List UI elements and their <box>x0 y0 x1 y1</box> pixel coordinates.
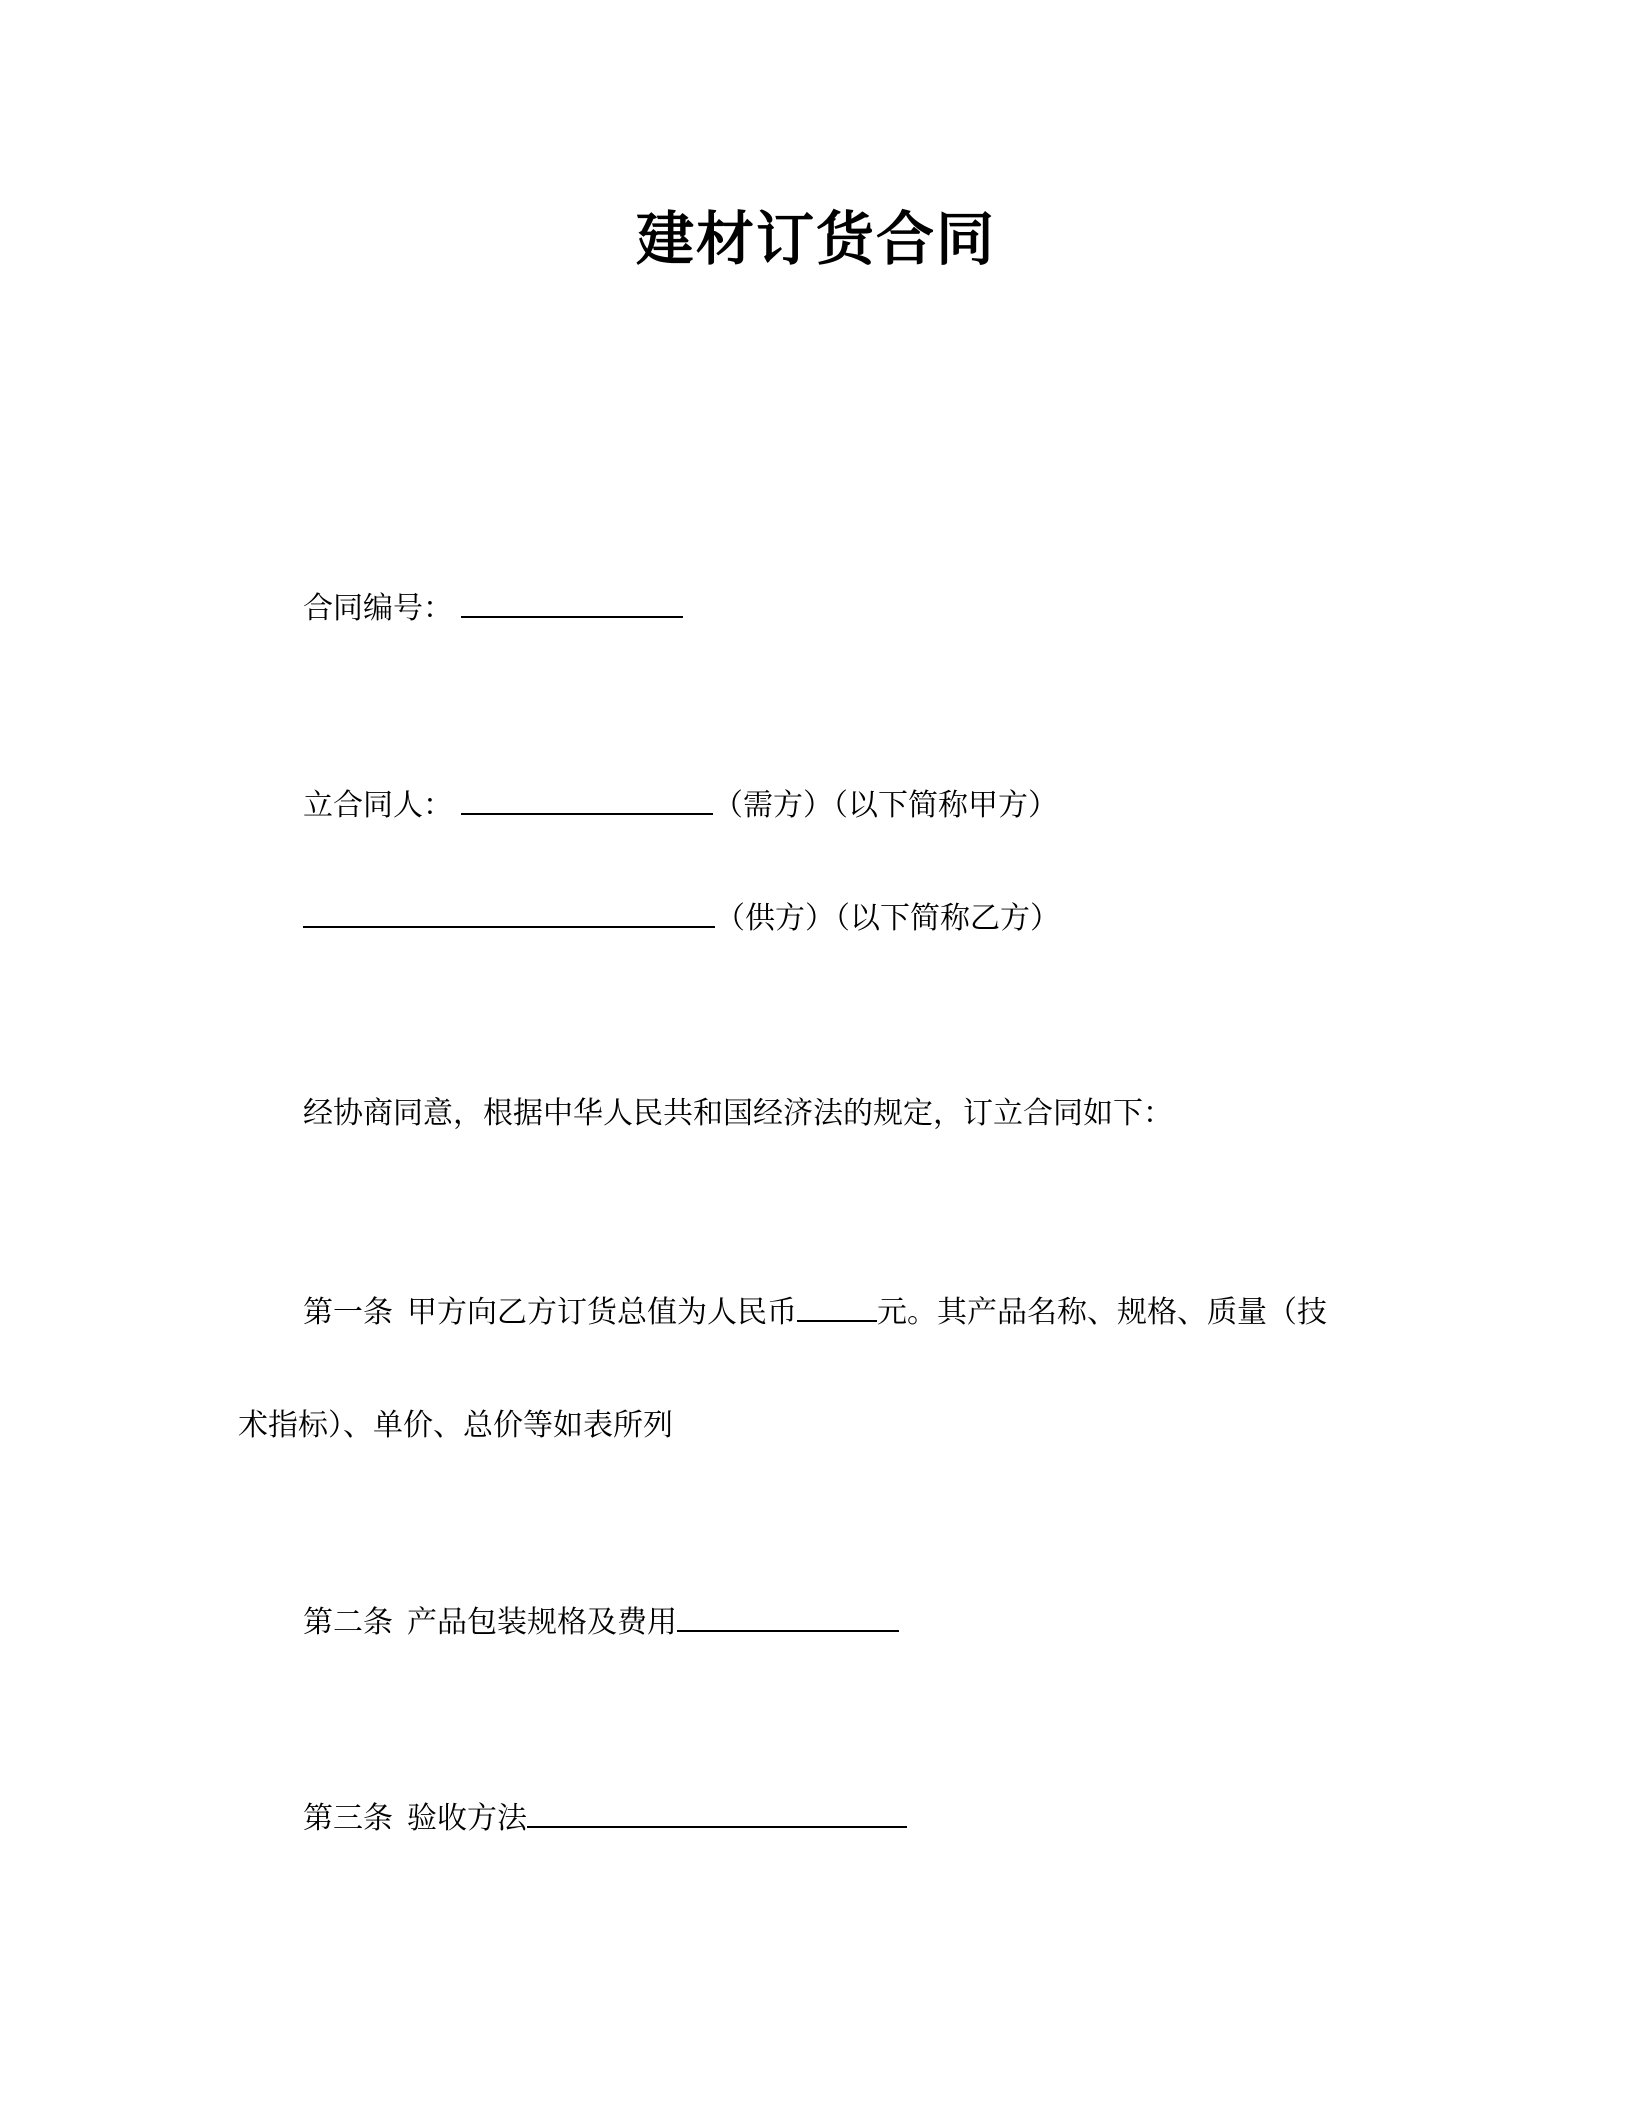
article-1-text-after: 元。其产品名称、规格、质量（技 <box>877 1295 1327 1330</box>
contract-number-label: 合同编号： <box>303 591 453 626</box>
article-1-amount-blank[interactable] <box>797 1290 877 1322</box>
article-3-blank[interactable] <box>527 1796 907 1828</box>
party-b-line <box>303 896 1060 941</box>
article-1-continuation: 术指标）、单价、总价等如表所列 <box>238 1408 673 1443</box>
article-3-heading: 第三条 <box>303 1801 393 1836</box>
contract-number-line <box>303 586 683 631</box>
party-a-line <box>303 783 1058 828</box>
contract-title: 建材订货合同 <box>635 205 996 273</box>
article-2-heading: 第二条 <box>303 1605 393 1640</box>
party-b-role: （供方）（以下简称乙方） <box>715 901 1060 936</box>
article-2-blank[interactable] <box>677 1600 899 1632</box>
article-3-text: 验收方法 <box>407 1801 527 1836</box>
party-a-role: （需方）（以下简称甲方） <box>713 788 1058 823</box>
article-3-line <box>303 1796 907 1841</box>
article-2-line <box>303 1600 899 1645</box>
contract-number-blank[interactable] <box>461 586 683 618</box>
article-1-text-before: 甲方向乙方订货总值为人民币 <box>407 1295 797 1330</box>
parties-label: 立合同人： <box>303 788 453 823</box>
party-b-blank[interactable] <box>303 896 715 928</box>
preamble: 经协商同意，根据中华人民共和国经济法的规定，订立合同如下： <box>303 1096 1173 1131</box>
article-2-text: 产品包装规格及费用 <box>407 1605 677 1640</box>
article-1-heading: 第一条 <box>303 1295 393 1330</box>
article-1-line <box>303 1290 1327 1335</box>
party-a-blank[interactable] <box>461 783 713 815</box>
